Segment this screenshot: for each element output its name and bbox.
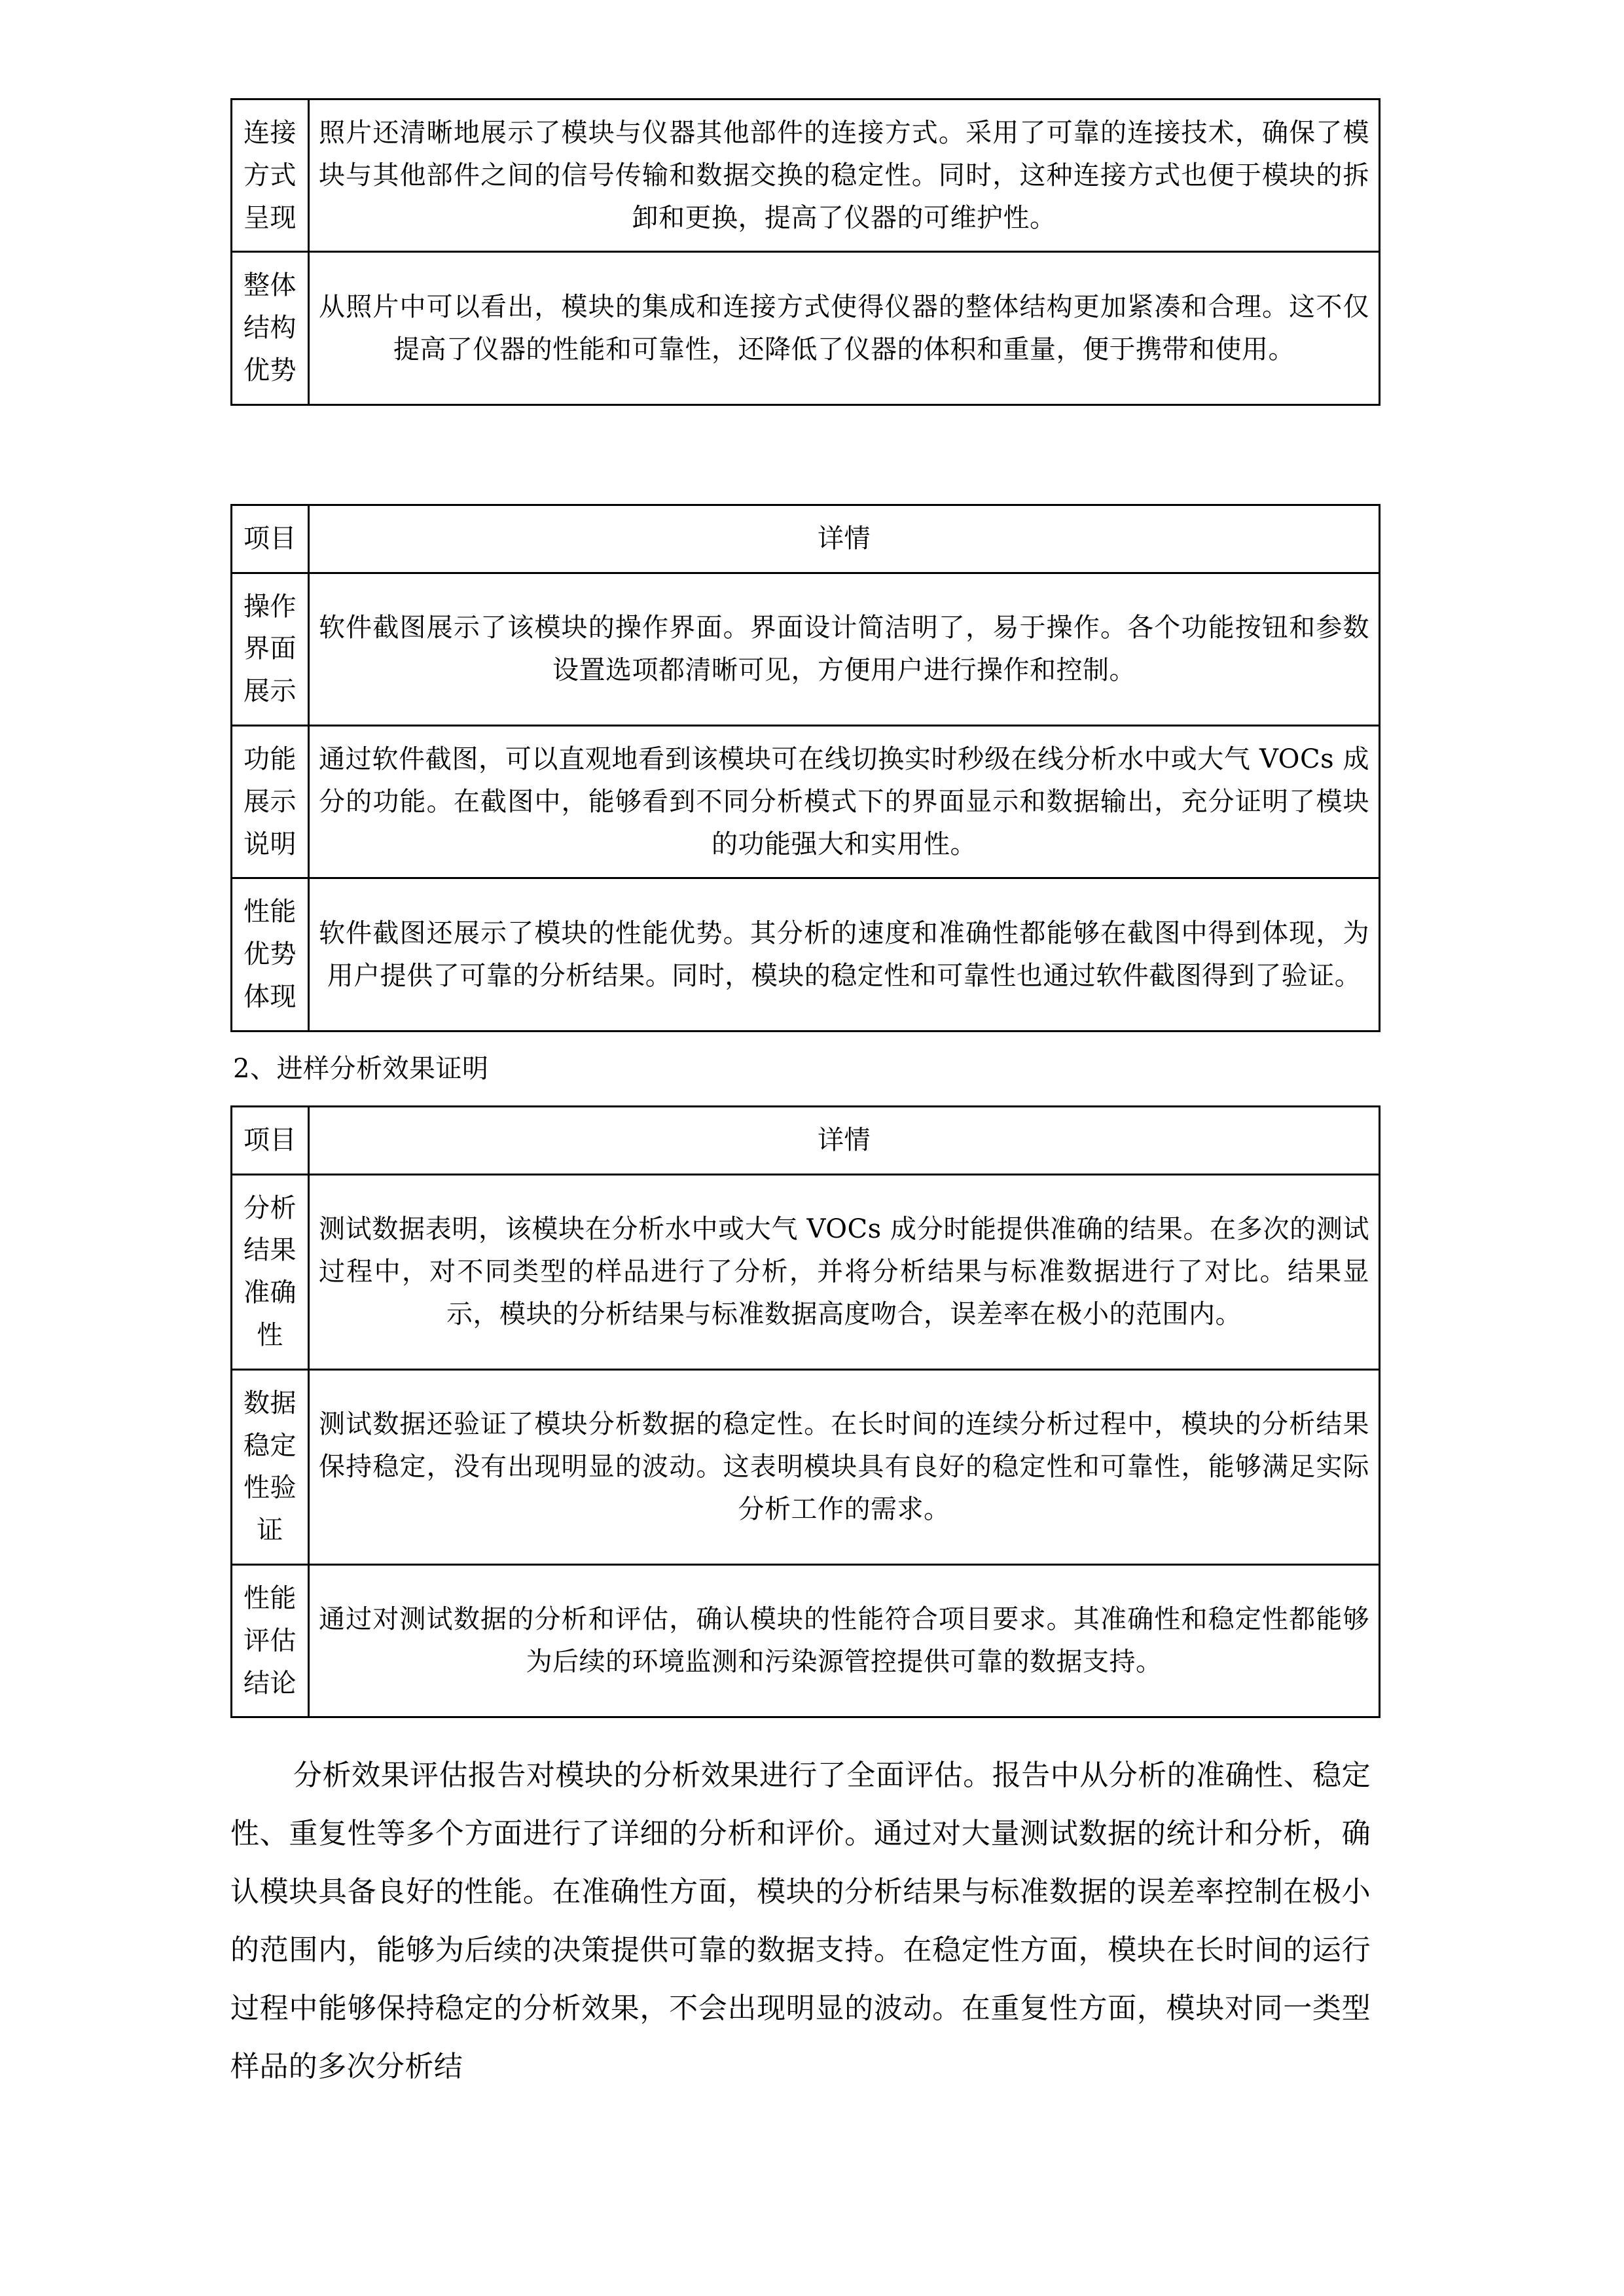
row-detail: 照片还清晰地展示了模块与仪器其他部件的连接方式。采用了可靠的连接技术，确保了模块与其他部件之间的信号传输和数据交换的稳定性。同时，这种连接方式也便于模块的拆卸和更换，提高了仪器的可维护性。: [309, 99, 1380, 252]
table-analysis-effectiveness: [230, 1105, 1380, 1719]
table-row: [232, 1174, 1380, 1369]
row-detail: 软件截图还展示了模块的性能优势。其分析的速度和准确性都能够在截图中得到体现，为用户提供了可靠的分析结果。同时，模块的稳定性和可靠性也通过软件截图得到了验证。: [309, 878, 1380, 1031]
row-label: 性能评估结论: [232, 1564, 309, 1717]
row-label: 性能优势体现: [232, 878, 309, 1031]
row-detail: 从照片中可以看出，模块的集成和连接方式使得仪器的整体结构更加紧凑和合理。这不仅提高了仪器的性能和可靠性，还降低了仪器的体积和重量，便于携带和使用。: [309, 252, 1380, 404]
table-row: [232, 725, 1380, 878]
table-header-row: [232, 505, 1380, 573]
document-content-column: [230, 0, 1382, 2096]
row-detail: 测试数据还验证了模块分析数据的稳定性。在长时间的连续分析过程中，模块的分析结果保持稳定，没有出现明显的波动。这表明模块具有良好的稳定性和可靠性，能够满足实际分析工作的需求。: [309, 1369, 1380, 1564]
header-item: 项目: [232, 1106, 309, 1174]
row-label: 整体结构优势: [232, 252, 309, 404]
row-detail: 通过对测试数据的分析和评估，确认模块的性能符合项目要求。其准确性和稳定性都能够为后续的环境监测和污染源管控提供可靠的数据支持。: [309, 1564, 1380, 1717]
table-row: [232, 1369, 1380, 1564]
row-label: 操作界面展示: [232, 573, 309, 725]
closing-paragraph: 分析效果评估报告对模块的分析效果进行了全面评估。报告中从分析的准确性、稳定性、重复性等多个方面进行了详细的分析和评价。通过对大量测试数据的统计和分析，确认模块具备良好的性能。在准确性方面，模块的分析结果与标准数据的误差率控制在极小的范围内，能够为后续的决策提供可靠的数据支持。在稳定性方面，模块在长时间的运行过程中能够保持稳定的分析效果，不会出现明显的波动。在重复性方面，模块对同一类型样品的多次分析结: [230, 1759, 1371, 2083]
row-detail: 通过软件截图，可以直观地看到该模块可在线切换实时秒级在线分析水中或大气 VOCs 成分的功能。在截图中，能够看到不同分析模式下的界面显示和数据输出，充分证明了模块的功能强大和实用性。: [309, 725, 1380, 878]
table-row: [232, 1564, 1380, 1717]
table-row: [232, 878, 1380, 1031]
row-label: 功能展示说明: [232, 725, 309, 878]
row-detail: 测试数据表明，该模块在分析水中或大气 VOCs 成分时能提供准确的结果。在多次的测试过程中，对不同类型的样品进行了分析，并将分析结果与标准数据进行了对比。结果显示，模块的分析结果与标准数据高度吻合，误差率在极小的范围内。: [309, 1174, 1380, 1369]
row-label: 分析结果准确性: [232, 1174, 309, 1369]
header-detail: 详情: [309, 1106, 1380, 1174]
spacer-after-table-one: [230, 406, 1382, 504]
table-row: [232, 99, 1380, 252]
row-label: 连接方式呈现: [232, 99, 309, 252]
row-detail: 软件截图展示了该模块的操作界面。界面设计简洁明了，易于操作。各个功能按钮和参数设置选项都清晰可见，方便用户进行操作和控制。: [309, 573, 1380, 725]
row-label: 数据稳定性验证: [232, 1369, 309, 1564]
table-header-row: [232, 1106, 1380, 1174]
top-margin-spacer: [230, 0, 1382, 98]
header-item: 项目: [232, 505, 309, 573]
table-row: [232, 573, 1380, 725]
table-software-screenshot: [230, 504, 1380, 1032]
table-connection-structure: [230, 98, 1380, 406]
header-detail: 详情: [309, 505, 1380, 573]
section-heading: 2、进样分析效果证明: [233, 1053, 489, 1084]
table-row: [232, 252, 1380, 404]
